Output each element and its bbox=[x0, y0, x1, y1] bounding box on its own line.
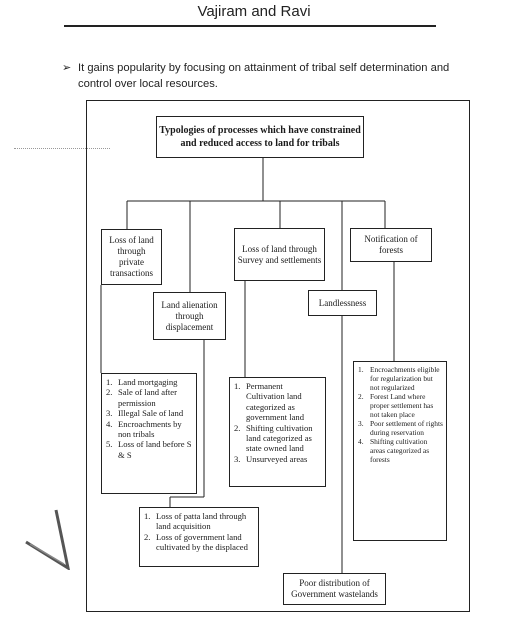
header-title: Vajiram and Ravi bbox=[197, 3, 311, 20]
list-item: 1. Permanent Cultivation land categorized as government land bbox=[234, 381, 304, 423]
list-item: 5. Loss of land before S & S bbox=[106, 439, 192, 460]
list-item: 2. Loss of government land cultivated by the displaced bbox=[144, 531, 248, 553]
list-item: 1. Land mortgaging bbox=[106, 377, 178, 387]
list-item: 3. Illegal Sale of land bbox=[106, 408, 184, 419]
node-landlessness-label: Landlessness bbox=[318, 297, 367, 308]
scan-mark bbox=[22, 490, 72, 570]
node-government-wastelands-label: Poor distribution of Government wastelands bbox=[291, 578, 378, 599]
node-land-alienation-label: Land alienation through displacement bbox=[161, 299, 218, 332]
list-survey-settlements bbox=[229, 377, 326, 487]
list-private-transactions bbox=[101, 373, 197, 494]
list-item: 2. Sale of land after permission bbox=[106, 387, 177, 408]
list-land-alienation bbox=[139, 507, 259, 567]
node-notification-forests bbox=[350, 228, 432, 262]
node-private-transactions-label: Loss of land through private transactions bbox=[109, 235, 154, 278]
node-survey-settlements bbox=[234, 228, 325, 281]
list-item: 1. Loss of patta land through land acquisition bbox=[144, 511, 247, 532]
list-item: 3. Poor settlement of rights during reservation bbox=[358, 419, 443, 437]
node-government-wastelands bbox=[283, 573, 386, 605]
list-item: 1. Encroachments eligible for regularization but not regularized bbox=[358, 365, 440, 392]
list-item: 4. Encroachments by non tribals bbox=[106, 418, 182, 440]
root-node bbox=[156, 116, 364, 158]
list-item: 4. Shifting cultivation areas categorized as forests bbox=[358, 437, 430, 464]
list-item: 3. Unsurveyed areas bbox=[234, 453, 308, 464]
bullet-text: It gains popularity by focusing on attainment of tribal self determination and control over local resources. bbox=[78, 62, 450, 90]
list-item: 2. Forest Land where proper settlement has not taken place bbox=[358, 392, 434, 419]
list-item: 2. Shifting cultivation land categorized as state owned land bbox=[234, 422, 313, 454]
node-land-alienation bbox=[153, 292, 226, 340]
node-landlessness bbox=[308, 290, 377, 316]
list-notification-forests bbox=[353, 361, 447, 541]
bullet-arrow-icon: ➢ bbox=[62, 62, 72, 74]
root-node-label: Typologies of processes which have constrained and reduced access to land for tribals bbox=[159, 125, 361, 149]
node-private-transactions bbox=[101, 229, 162, 285]
node-survey-settlements-label: Loss of land through Survey and settlements bbox=[237, 243, 322, 265]
node-notification-forests-label: Notification of forests bbox=[364, 234, 418, 255]
